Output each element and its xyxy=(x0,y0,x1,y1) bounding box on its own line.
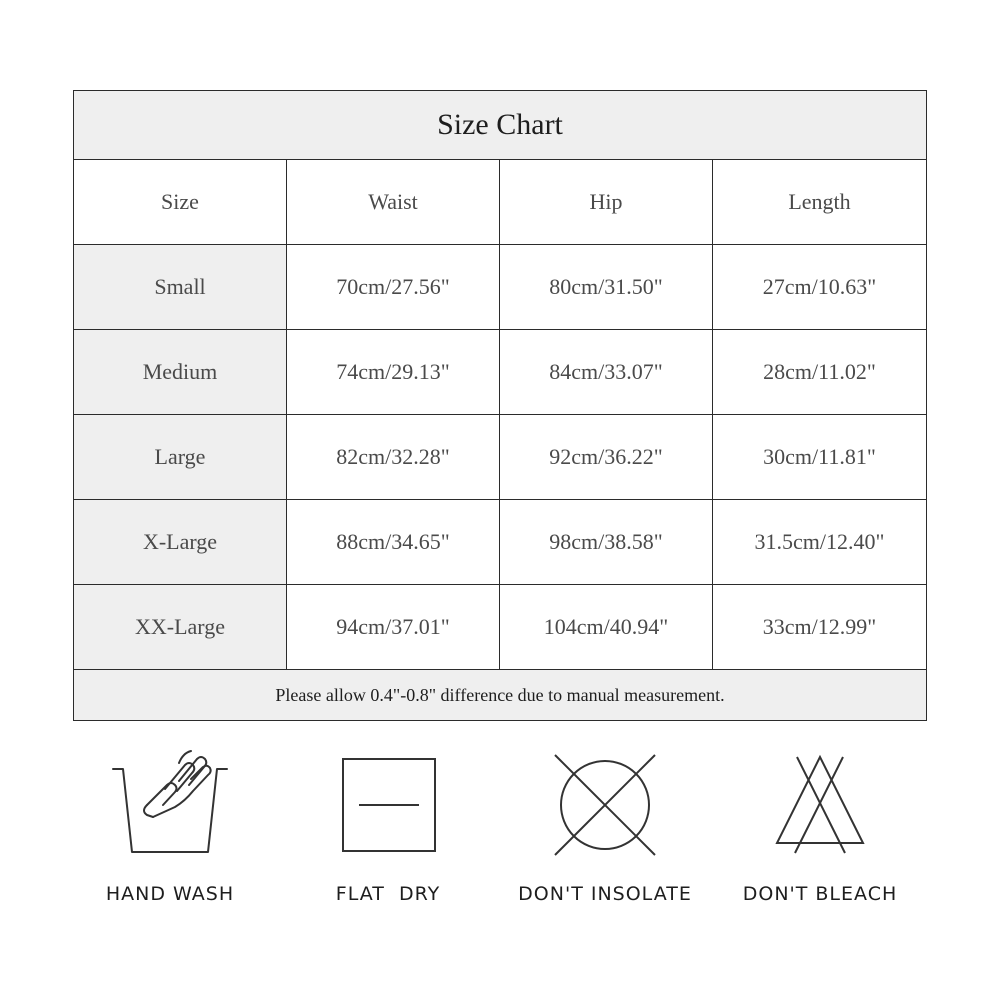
waist-cell: 82cm/32.28" xyxy=(287,415,500,500)
care-label-dont-bleach: DON'T BLEACH xyxy=(742,883,898,905)
waist-cell: 74cm/29.13" xyxy=(287,330,500,415)
care-item-dont-bleach xyxy=(705,745,935,975)
length-cell: 28cm/11.02" xyxy=(713,330,927,415)
care-instructions xyxy=(0,745,1000,975)
care-label-hand-wash: HAND WASH xyxy=(105,883,235,905)
column-header-size: Size xyxy=(74,160,287,245)
header-row xyxy=(74,160,927,245)
care-item-flat-dry xyxy=(273,745,503,975)
size-cell: Large xyxy=(74,415,287,500)
table-row xyxy=(74,500,927,585)
length-cell: 31.5cm/12.40" xyxy=(713,500,927,585)
table-row xyxy=(74,415,927,500)
hip-cell: 84cm/33.07" xyxy=(500,330,713,415)
table-row xyxy=(74,585,927,670)
hip-cell: 98cm/38.58" xyxy=(500,500,713,585)
length-cell: 30cm/11.81" xyxy=(713,415,927,500)
hip-cell: 80cm/31.50" xyxy=(500,245,713,330)
waist-cell: 88cm/34.65" xyxy=(287,500,500,585)
note-row xyxy=(74,670,927,721)
size-cell: Medium xyxy=(74,330,287,415)
dont-bleach-icon xyxy=(755,745,885,860)
table-row xyxy=(74,330,927,415)
chart-title: Size Chart xyxy=(74,91,927,160)
flat-dry-icon xyxy=(323,745,453,860)
hip-cell: 104cm/40.94" xyxy=(500,585,713,670)
column-header-length: Length xyxy=(713,160,927,245)
measurement-note: Please allow 0.4"-0.8" difference due to manual measurement. xyxy=(74,670,927,721)
size-cell: Small xyxy=(74,245,287,330)
waist-cell: 70cm/27.56" xyxy=(287,245,500,330)
hand-wash-icon xyxy=(105,745,235,860)
size-cell: X-Large xyxy=(74,500,287,585)
size-chart-table xyxy=(73,90,927,721)
care-label-flat-dry: FLAT DRY xyxy=(335,883,441,905)
dont-insolate-icon xyxy=(540,745,670,860)
care-item-hand-wash xyxy=(55,745,285,975)
care-label-dont-insolate: DON'T INSOLATE xyxy=(518,883,692,905)
hip-cell: 92cm/36.22" xyxy=(500,415,713,500)
title-row xyxy=(74,91,927,160)
care-item-dont-insolate xyxy=(490,745,720,975)
waist-cell: 94cm/37.01" xyxy=(287,585,500,670)
length-cell: 33cm/12.99" xyxy=(713,585,927,670)
column-header-hip: Hip xyxy=(500,160,713,245)
table-row xyxy=(74,245,927,330)
length-cell: 27cm/10.63" xyxy=(713,245,927,330)
column-header-waist: Waist xyxy=(287,160,500,245)
size-cell: XX-Large xyxy=(74,585,287,670)
